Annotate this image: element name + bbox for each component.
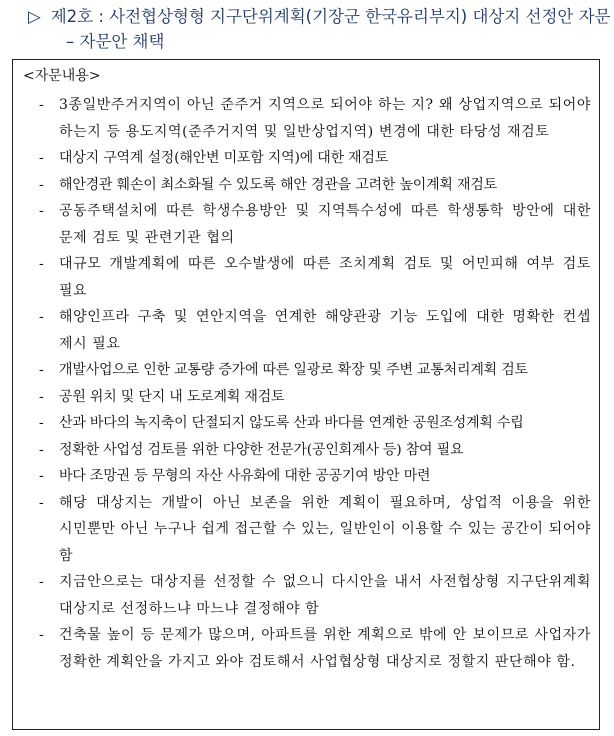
advice-item	[21, 172, 591, 199]
advice-item	[21, 569, 591, 622]
agenda-title-line	[28, 4, 614, 29]
dash-marker: -	[39, 150, 44, 166]
advice-item-text: 대규모 개발계획에 따른 오수발생에 따른 조치계획 검토 및 어민피해 여부 검토 필요	[59, 256, 591, 299]
dash-marker: -	[39, 97, 44, 113]
advice-item	[21, 304, 591, 357]
dash-marker: -	[39, 494, 44, 511]
advice-item	[21, 437, 591, 464]
dash-marker: -	[39, 362, 44, 378]
advice-item-text: 해양인프라 구축 및 연안지역을 연계한 해양관광 기능 도입에 대한 명확한 컨셉 제시 필요	[59, 309, 591, 352]
advice-item-text: 지금안으로는 대상지를 선정할 수 없으니 다시안을 내서 사전협상형 지구단위계획 대상지로 선정하느냐 마느냐 결정해야 함	[59, 574, 591, 617]
advice-list	[21, 92, 591, 675]
advice-item-text: 산과 바다의 녹지축이 단절되지 않도록 산과 바다를 연계한 공원조성계획 수립	[59, 415, 524, 431]
advice-item	[21, 92, 591, 145]
advice-item	[21, 145, 591, 172]
advice-item-text: 공동주택설치에 따른 학생수용방안 및 지역특수성에 따른 학생통학 방안에 대한 문제 검토 및 관련기관 협의	[59, 203, 591, 246]
dash-marker: -	[39, 574, 44, 590]
dash-marker: -	[39, 468, 44, 484]
advice-item	[21, 251, 591, 304]
advice-item	[21, 410, 591, 437]
agenda-title: 제2호 : 사전협상형형 지구단위계획(기장군 한국유리부지) 대상지 선정안 자문	[50, 7, 611, 26]
dash-marker: -	[39, 203, 44, 219]
agenda-subtitle: – 자문안 채택	[66, 32, 165, 51]
dash-marker: -	[39, 309, 44, 325]
dash-marker: -	[39, 441, 44, 458]
dash-marker: -	[39, 256, 44, 272]
dash-marker: -	[39, 388, 44, 405]
advice-item-text: 3종일반주거지역이 아닌 준주거 지역으로 되어야 하는 지? 왜 상업지역으로 되어야 하는지 등 용도지역(준주거지역 및 일반상업지역) 변경에 대한 타당성 재검토	[59, 97, 591, 140]
advice-item	[21, 463, 591, 490]
agenda-header	[28, 4, 614, 54]
advice-item	[21, 490, 591, 570]
advice-content-box	[12, 59, 600, 730]
advice-item	[21, 384, 591, 411]
dash-marker: -	[39, 627, 44, 643]
advice-box-title: <자문내용>	[23, 68, 101, 84]
advice-item-text: 건축물 높이 등 문제가 많으며, 아파트를 위한 계획으로 밖에 안 보이므로 사업자가 정확한 계획안을 가지고 와야 검토해서 사업협상형 대상지로 정할지 판단해야 함.	[59, 627, 591, 670]
advice-item-text: 정확한 사업성 검토를 위한 다양한 전문가(공인회계사 등) 참여 필요	[59, 441, 464, 458]
advice-item-text: 공원 위치 및 단지 내 도로계획 재검토	[59, 388, 285, 405]
advice-item	[21, 622, 591, 675]
advice-item-text: 대상지 구역계 설정(해안변 미포함 지역)에 대한 재검토	[59, 150, 389, 166]
advice-item-text: 해안경관 훼손이 최소화될 수 있도록 해안 경관을 고려한 높이계획 재검토	[59, 176, 497, 193]
advice-item-text: 바다 조망권 등 무형의 자산 사유화에 대한 공공기여 방안 마련	[59, 468, 431, 484]
advice-item-text: 개발사업으로 인한 교통량 증가에 따른 일광로 확장 및 주변 교통처리계획 검토	[59, 362, 528, 378]
dash-marker: -	[39, 176, 44, 193]
dash-marker: -	[39, 415, 44, 431]
advice-item-text: 해당 대상지는 개발이 아닌 보존을 위한 계획이 필요하며, 상업적 이용을 위한 시민뿐만 아닌 누구나 쉽게 접근할 수 있는, 일반인이 이용할 수 있는 공간이 되어야 함	[59, 494, 591, 564]
advice-item	[21, 198, 591, 251]
triangle-marker-icon: ▷	[28, 7, 41, 26]
advice-item	[21, 357, 591, 384]
